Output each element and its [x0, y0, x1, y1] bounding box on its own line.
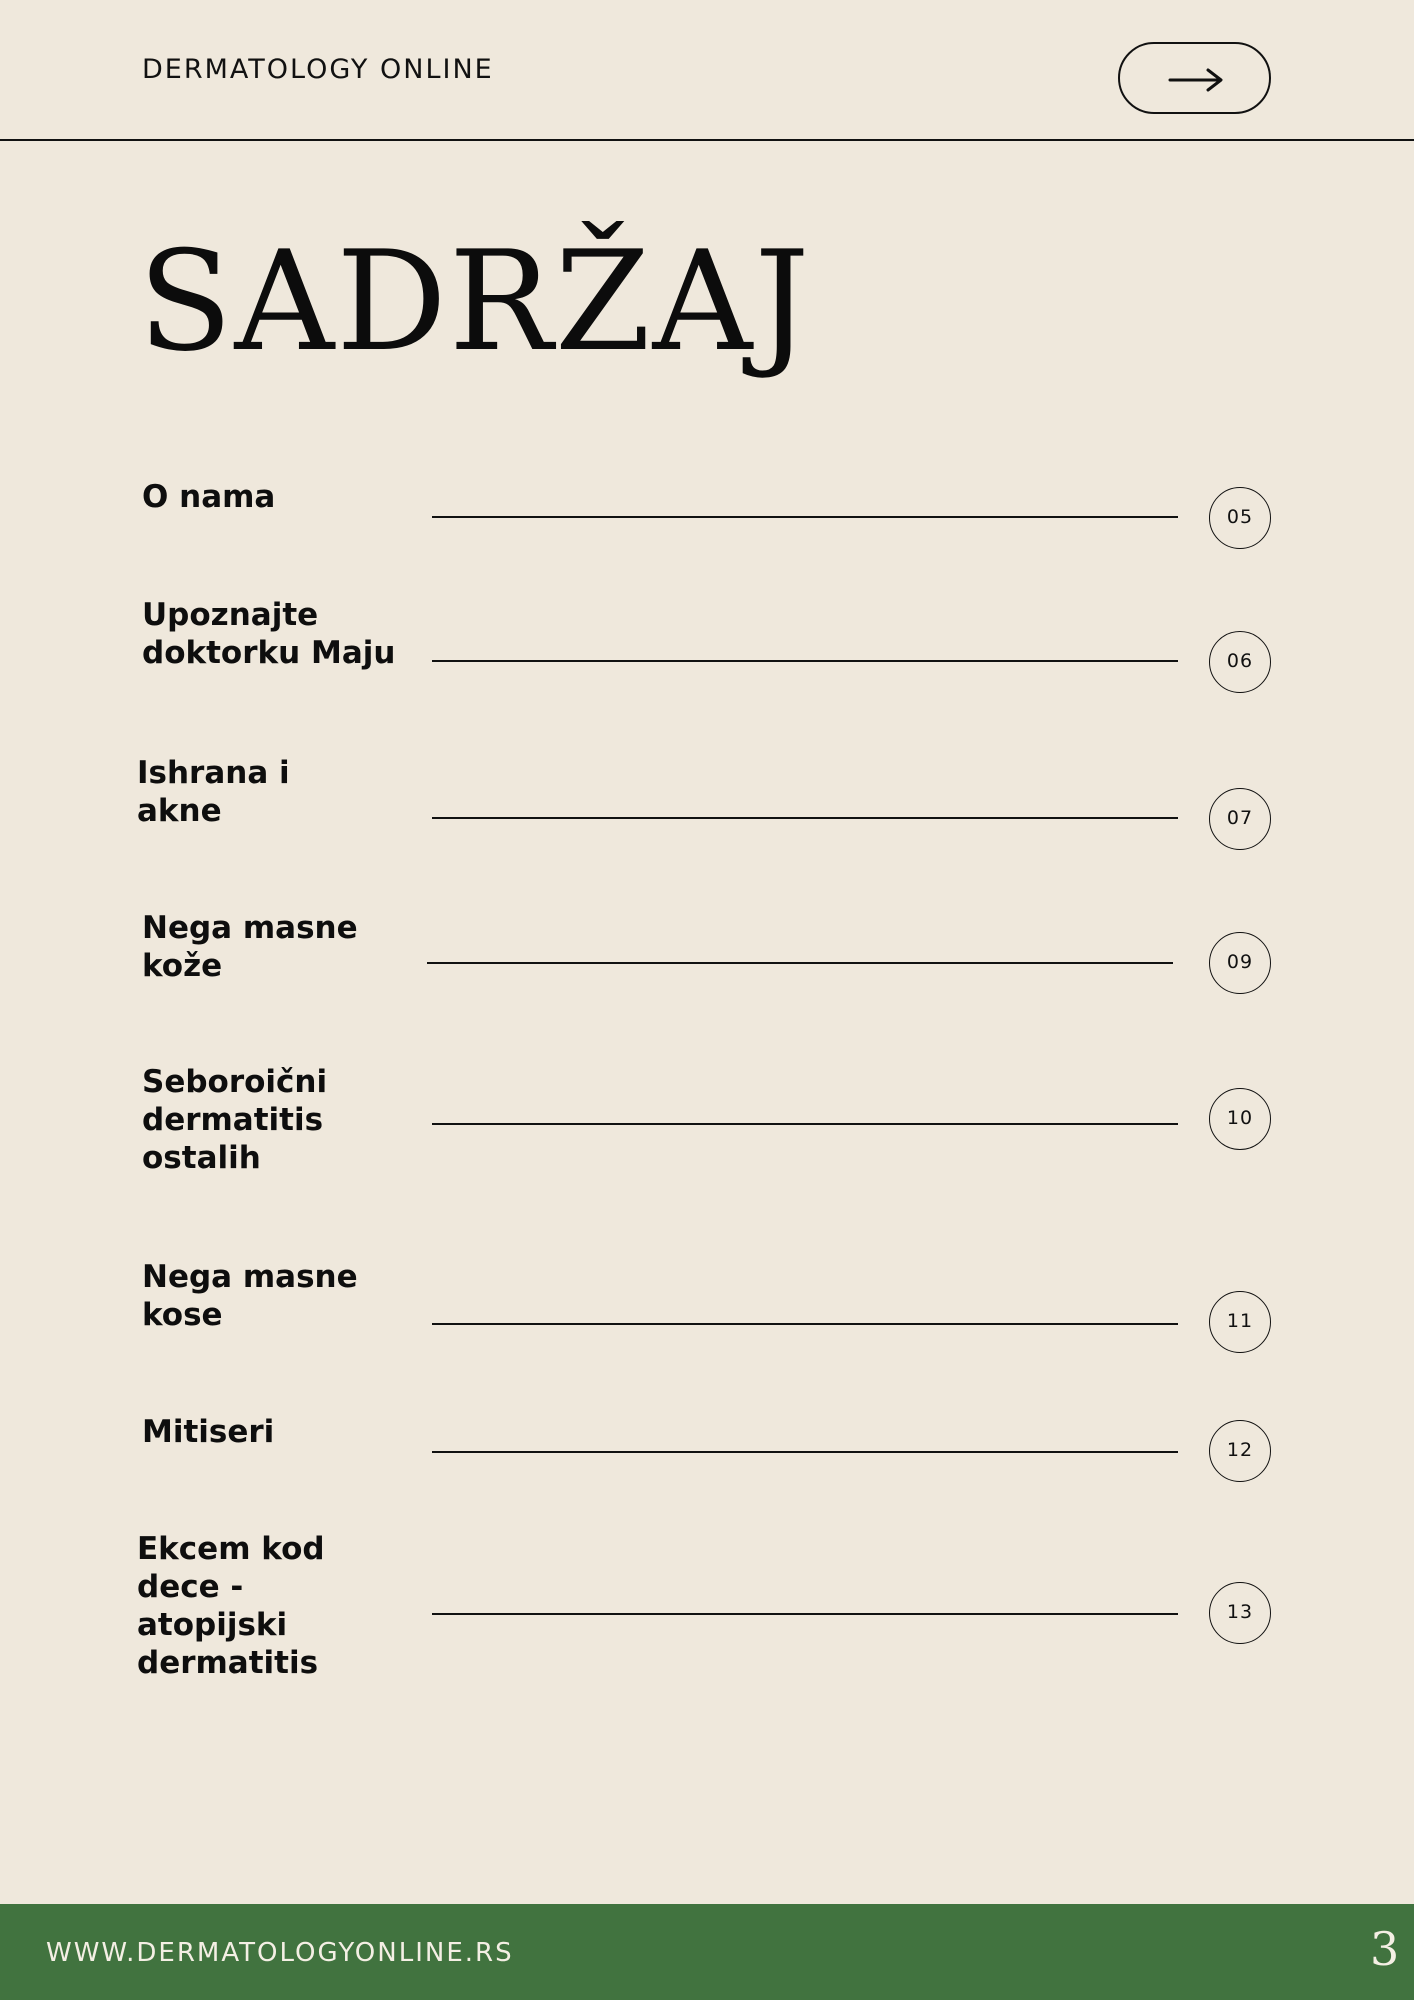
- toc-page-number: 12: [1209, 1420, 1271, 1482]
- toc-item-label: Nega masne kože: [142, 910, 358, 984]
- toc-leader-line: [432, 1123, 1178, 1125]
- website-link[interactable]: WWW.DERMATOLOGYONLINE.RS: [46, 1938, 514, 1968]
- toc-item-label: O nama: [142, 479, 276, 515]
- toc-item-label: Upoznajte doktorku Maju: [142, 597, 396, 671]
- toc-leader-line: [432, 1323, 1178, 1325]
- toc-item-label: Seboroični dermatitis ostalih: [142, 1064, 328, 1176]
- footer: [0, 1904, 1414, 2000]
- page-title: SADRŽAJ: [138, 221, 812, 382]
- next-page-button[interactable]: [1118, 42, 1271, 114]
- toc-page-number: 07: [1209, 788, 1271, 850]
- toc-item-label: Nega masne kose: [142, 1259, 358, 1333]
- toc-page-number: 09: [1209, 932, 1271, 994]
- toc-leader-line: [432, 660, 1178, 662]
- page-number: 3: [1370, 1922, 1400, 1976]
- header: [0, 0, 1414, 141]
- toc-leader-line: [432, 516, 1178, 518]
- toc-item-label: Mitiseri: [142, 1414, 275, 1450]
- toc-leader-line: [432, 1451, 1178, 1453]
- brand-name: DERMATOLOGY ONLINE: [142, 54, 494, 85]
- toc-page-number: 10: [1209, 1088, 1271, 1150]
- toc-leader-line: [432, 817, 1178, 819]
- toc-item-label: Ishrana i akne: [137, 755, 290, 829]
- arrow-right-icon: [1168, 68, 1224, 92]
- toc-page-number: 13: [1209, 1582, 1271, 1644]
- toc-item-label: Ekcem kod dece - atopijski dermatitis: [137, 1531, 325, 1681]
- toc-page-number: 06: [1209, 631, 1271, 693]
- toc-leader-line: [432, 1613, 1178, 1615]
- toc-page-number: 05: [1209, 487, 1271, 549]
- toc-page-number: 11: [1209, 1291, 1271, 1353]
- toc-leader-line: [427, 962, 1173, 964]
